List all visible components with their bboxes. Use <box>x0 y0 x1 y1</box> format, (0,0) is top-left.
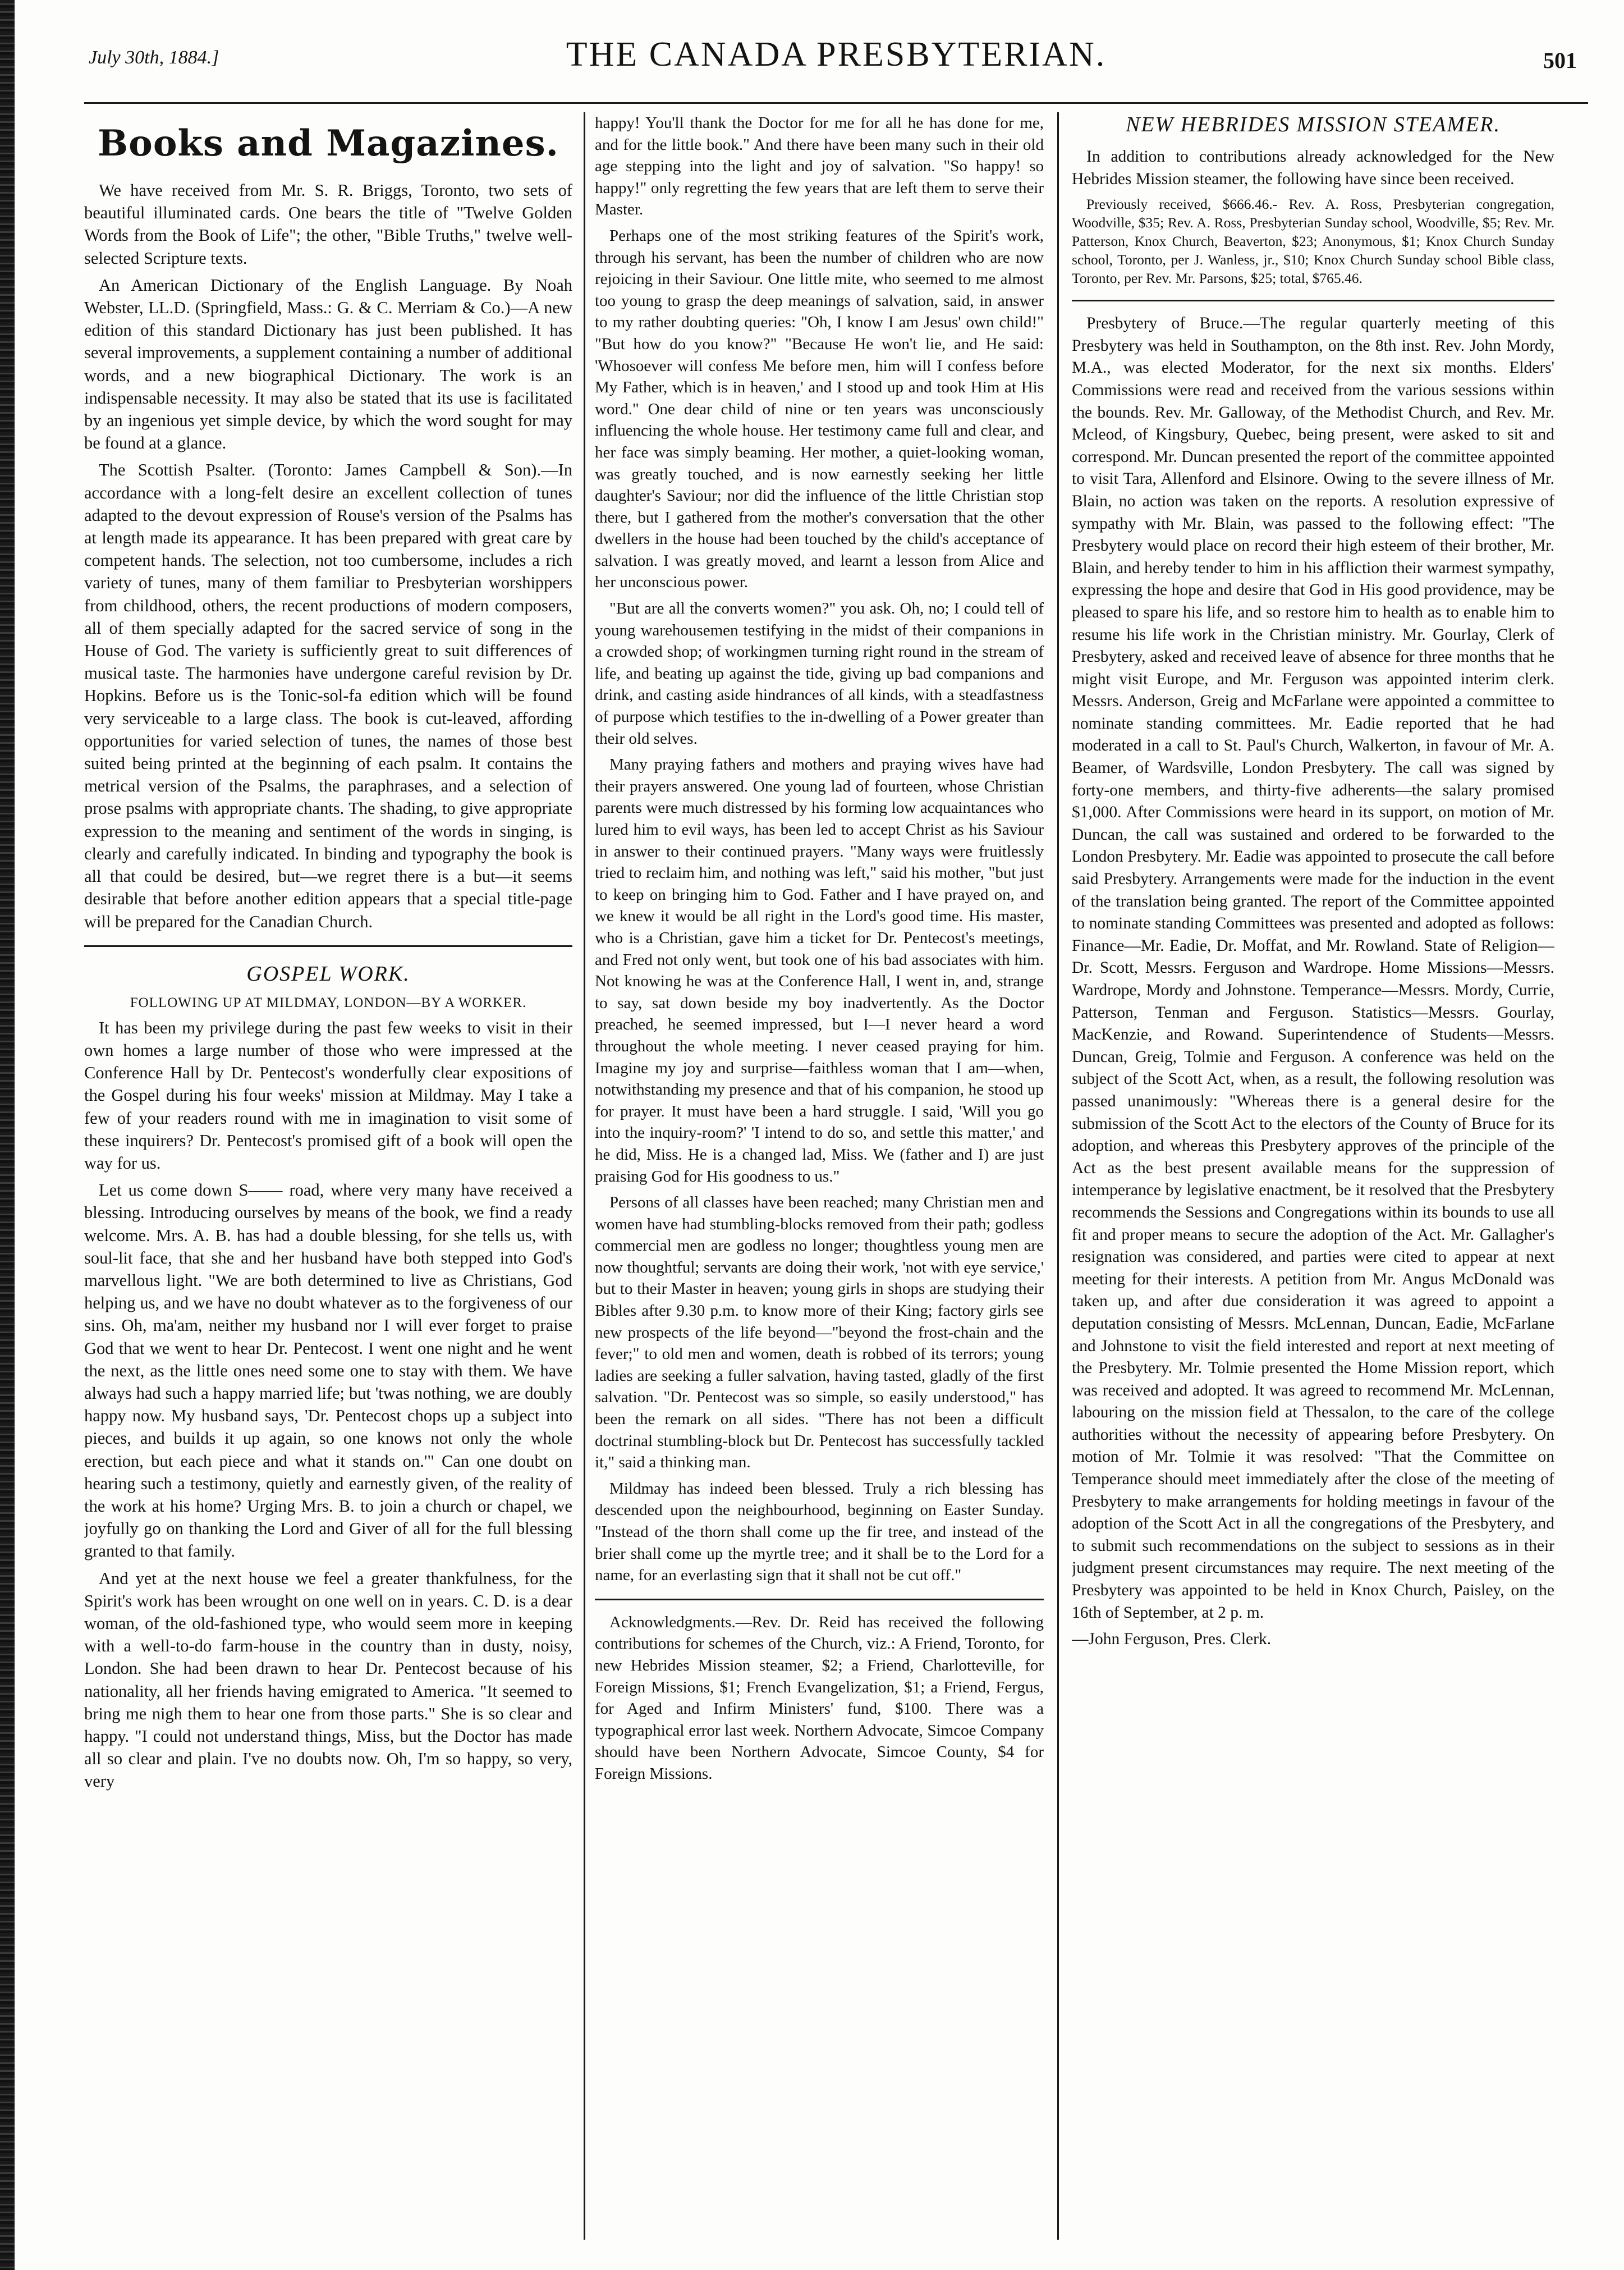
clerk-signature: —John Ferguson, Pres. Clerk. <box>1072 1630 1272 1649</box>
steamer-heading: NEW HEBRIDES MISSION STEAMER. <box>1126 113 1501 136</box>
gospel-paragraph: Let us come down S—— road, where very many have received a blessing. Introducing ourselves by means of the book, we find a ready welcome. Mrs. A. B. has had a double blessing, for she tells us, with soul-lit face, that she and her husband have both stepped into God's marvellous light. "We are both determined to live as Christians, God helping us, and we have no doubt whatever as to the forgiveness of our sins. Oh, ma'am, neither my husband nor I will ever forget to praise God that we went to hear Dr. Pentecost. I went one night and he went the next, as the little ones need some one to stay with them. We have always had such a happy married life; but 'twas nothing, we are doubly happy now. My husband says, 'Dr. Pentecost chops up a subject into pieces, and builds it up again, so one knows not only the whole erection, but each piece and what it stands on.'" Can one doubt on hearing such a testimony, quietly and earnestly given, of the reality of the work at his home? Urging Mrs. B. to join a church or chapel, we joyfully go on thanking the Lord and Giver of all for the full blessing granted to that family. <box>84 1180 572 1561</box>
gospel-paragraph: And yet at the next house we feel a greater thankfulness, for the Spirit's work has been wrought on one well on in years. C. D. is a dear woman, of the old-fashioned type, who would seem more in keeping with a well-to-do farm-house in the country than in dusty, noisy, London. She had been drawn to hear Dr. Pentecost because of his nationality, all her friends having emigrated to America. "It seemed to bring me nigh them to hear one from those parts." She is so clear and happy. "I could not understand things, Miss, but the Doctor has made all so clear and plain. I've no doubts now. Oh, I'm so happy, so very, very <box>84 1568 572 1791</box>
acknowledgments-paragraph: Acknowledgments.—Rev. Dr. Reid has received the following contributions for schemes of the Church, viz.: A Friend, Toronto, for new Hebrides Mission steamer, $2; a Friend, Charlotteville, for Foreign Missions, $1; French Evangelization, $1; a Friend, Fergus, for Aged and Infirm Ministers' fund, $100. There was a typographical error last week. Northern Advocate, Simcoe Company should have been Northern Advocate, Simcoe County, $4 for Foreign Missions. <box>595 1613 1044 1783</box>
column-3 <box>1072 112 1554 2240</box>
column-rule-2 <box>1057 112 1059 2240</box>
gospel-paragraph: "But are all the converts women?" you ask. Oh, no; I could tell of young warehousemen testifying in the midst of their companions in a crowded shop; of workingmen turning right round in the stream of life, and beating up against the tide, giving up bad companions and drink, and casting aside hindrances of all kinds, with a steadfastness of purpose which testifies to the in-dwelling of a Power greater than their old selves. <box>595 599 1044 748</box>
gospel-paragraph: Perhaps one of the most striking features of the Spirit's work, through his servant, has been the number of children who are now rejoicing in their Saviour. One little mite, who seemed to me almost too young to grasp the deep meanings of salvation, said, in answer to my rather doubting queries: "Oh, I know I am Jesus' own child!" "But how do you know?" "Because He won't lie, and He said: 'Whosoever will confess Me before men, him will I confess before My Father, which is in heaven,' and I stood up and took Him at His word." One dear child of nine or ten years was unconsciously influencing the whole house. Her testimony came full and clear, and her face was simply beaming. Her mother, a quiet-looking woman, was greatly touched, and is now earnestly seeking her little daughter's Saviour; nor did the influence of the little Christian stop there, but I gathered from the mother's conversation that the other dwellers in the house had been touched by the child's acceptance of salvation. I was greatly moved, and learnt a lesson from Alice and her unconscious power. <box>595 226 1044 592</box>
page-number: 501 <box>1543 48 1577 73</box>
bruce-presbytery-report: Presbytery of Bruce.—The regular quarterly meeting of this Presbytery was held in Southampton, on the 8th inst. Rev. John Mordy, M.A., was elected Moderator, for the next six months. Elders' Commissions were read and received from the various sessions within the bounds. Rev. Mr. Galloway, of the Methodist Church, and Rev. Mr. Mcleod, of Kingsbury, Quebec, being present, were asked to sit and correspond. Mr. Duncan presented the report of the committee appointed to visit Tara, Allenford and Elsinore. Owing to the severe illness of Mr. Blain, no action was taken on the reports. A resolution expressive of sympathy with Mr. Blain, was passed to the following effect: "The Presbytery would place on record their high esteem of their brother, Mr. Blain, and hereby tender to him in his affliction their warmest sympathy, expressing the hope and desire that God in His good providence, may be pleased to spare his life, and so restore him to health as to enable him to resume his life work in the Christian ministry. Mr. Gourlay, Clerk of Presbytery, asked and received leave of absence for three months that he might visit Europe, and Mr. Ferguson was appointed interim clerk. Messrs. Anderson, Greig and McFarlane were appointed a committee to nominate standing committees. Mr. Eadie reported that he had moderated in a call to St. Paul's Church, Walkerton, in favour of Mr. A. Beamer, of Wardsville, London Presbytery. The call was signed by forty-one members, and thirty-five adherents—the salary promised $1,000. After Commissions were heard in its support, on motion of Mr. Duncan, the call was sustained and ordered to be forwarded to the London Presbytery. Mr. Eadie was appointed to prosecute the call before said Presbytery. Arrangements were made for the induction in the event of the translation being granted. The report of the Committee appointed to nominate standing Committees was presented and adopted as follows: Finance—Mr. Eadie, Dr. Moffat, and Mr. Rowland. State of Religion—Dr. Scott, Messrs. Ferguson and Wardrope. Home Missions—Messrs. Wardrope, Mordy and Johnstone. Temperance—Messrs. Mordy, Currie, Patterson, Tenman and Ferguson. Statistics—Messrs. Gourlay, MacKenzie, and Rowand. Superintendence of Students—Messrs. Duncan, Greig, Tolmie and Ferguson. A conference was held on the subject of the Scott Act, when, as a result, the following resolution was passed unanimously: "Whereas there is a general desire for the submission of the Scott Act to the electors of the County of Bruce for its adoption, and whereas this Presbytery approves of the principle of the Act as the best present available means for the suppression of intemperance by legislative enactment, be it resolved that the Presbytery recommends the Sessions and Congregations within its bounds to use all fit and proper means to secure the adoption of the Act. Mr. Gallagher's resignation was considered, and parties were cited to appear at next meeting for their interests. A petition from Mr. Angus McDonald was taken up, and after due consideration it was agreed to appoint a deputation consisting of Messrs. McLennan, Duncan, Eadie, McFarlane and Johnstone to visit the field interested and report at next meeting of the Presbytery. Mr. Tolmie presented the Home Mission report, which was received and adopted. It was agreed to recommend Mr. McLennan, labouring on the mission field at Thessalon, to the care of the college authorities without the necessity of appearing before Presbytery. On motion of Mr. Tolmie it was resolved: "That the Committee on Temperance should meet immediately after the close of the meeting of Presbytery to make arrangements for holding meetings in favour of the adoption of the Scott Act in all the congregations of the Presbytery, and to submit such recommendations on the subject to sessions as in their judgment present circumstances may require. The next meeting of the Presbytery was appointed to be held in Knox Church, Paisley, on the 16th of September, at 2 p. m. <box>1072 314 1554 1622</box>
binding-edge <box>0 0 15 2270</box>
newspaper-title: THE CANADA PRESBYTERIAN. <box>566 35 1107 74</box>
section-rule <box>1072 300 1554 301</box>
steamer-intro: In addition to contributions already acknowledged for the New Hebrides Mission steamer, the following have since been received. <box>1072 148 1554 188</box>
column-2 <box>595 112 1044 2240</box>
column-rule-1 <box>584 112 585 2240</box>
running-head <box>84 35 1588 97</box>
gospel-paragraph: Persons of all classes have been reached; many Christian men and women have had stumbling-blocks removed from their path; godless commercial men are godless no longer; thoughtless young men are now thoughtful; servants are doing their work, 'not with eye service,' but to their Master in heaven; young girls in shops are studying their Bibles after 9.30 p.m. to know more of their King; factory girls see new prospects of the life beyond—"beyond the frost-chain and the fever;" to old men and women, death is robbed of its terrors; young ladies are seeking a fuller salvation, having tasted, gladly of the first salvation. "Dr. Pentecost was so simple, so easily understood," has been the remark on all sides. "There has not been a difficult doctrinal stumbling-block but Dr. Pentecost has successfully tackled it," said a thinking man. <box>595 1193 1044 1472</box>
column-1 <box>84 112 572 2240</box>
header-rule <box>84 102 1588 104</box>
books-paragraph: We have received from Mr. S. R. Briggs, Toronto, two sets of beautiful illuminated cards. One bears the title of "Twelve Golden Words from the Book of Life"; the other, "Bible Truths," twelve well-selected Scripture texts. <box>84 181 572 268</box>
books-paragraph: An American Dictionary of the English Language. By Noah Webster, LL.D. (Springfield, Mass.: G. & C. Merriam & Co.)—A new edition of this standard Dictionary has just been published. It has several improvements, a supplement containing a number of additional words, and a new biographical Dictionary. The work is an indispensable necessity. It may also be stated that its use is facilitated by an ingenious yet simple device, by which the word sought for may be found at a glance. <box>84 275 572 453</box>
steamer-contributions: Previously received, $666.46.- Rev. A. Ross, Presbyterian congregation, Woodville, $35; Rev. A. Ross, Presbyterian Sunday school, Woodville, $5; Rev. Mr. Patterson, Knox Church, Beaverton, $23; Anonymous, $1; Knox Church Sunday school, Toronto, per J. Wanless, jr., $10; Knox Church Sunday school Bible class, Toronto, per Rev. Mr. Parsons, $25; total, $765.46. <box>1072 196 1554 287</box>
books-magazines-heading: Books and Magazines. <box>98 122 559 164</box>
gospel-paragraph: Mildmay has indeed been blessed. Truly a rich blessing has descended upon the neighbourhood, beginning on Easter Sunday. "Instead of the thorn shall come up the fir tree, and instead of the brier shall come up the myrtle tree; and it shall be to the Lord for a name, for an everlasting sign that it shall not be cut off." <box>595 1479 1044 1585</box>
section-rule <box>595 1599 1044 1600</box>
issue-date: July 30th, 1884.] <box>89 47 219 68</box>
books-paragraph: The Scottish Psalter. (Toronto: James Campbell & Son).—In accordance with a long-felt desire an excellent collection of tunes adapted to the devout expression of Rouse's version of the Psalms has at length made its appearance. It has been prepared with great care by competent hands. The selection, not too cumbersome, includes a rich variety of tunes, many of them familiar to Presbyterian worshippers from childhood, others, the recent productions of modern composers, all of them specially adapted for the sacred service of song in the House of God. The variety is sufficiently great to suit differences of musical taste. The harmonies have undergone careful revision by Dr. Hopkins. Before us is the Tonic-sol-fa edition which will be found very serviceable to a large class. The book is cut-leaved, affording opportunities for varied selection of tunes, the names of those best suited being printed at the beginning of each psalm. It contains the metrical version of the Psalms, the paraphrases, and a selection of prose psalms with appropriate chants. The shading, to give appropriate expression to the meaning and sentiment of the words in singing, is clearly and carefully indicated. In binding and typography the book is all that could be desired, but—we regret there is a but—it seems desirable that before another edition appears that a special title-page will be prepared for the Canadian Church. <box>84 460 572 931</box>
gospel-paragraph: Many praying fathers and mothers and praying wives have had their prayers answered. One young lad of fourteen, whose Christian parents were much distressed by his forming low acquaintances who lured him to evil ways, has been led to accept Christ as his Saviour in answer to their continued prayers. "Many ways were fruitlessly tried to reclaim him, and nothing was left," said his mother, "but just to keep on bringing him to God. Father and I have prayed on, and we knew it would be all right in the Lord's good time. His master, who is a Christian, gave him a ticket for Dr. Pentecost's meetings, and Fred not only went, but took one of his bad associates with him. Not knowing he was at the Conference Hall, I went in, and, strange to say, sat down beside my boy inadvertently. As the Doctor preached, he seemed impressed, but I—I never heard a word throughout the whole meeting. I never ceased praying for him. Imagine my joy and surprise—faithless woman that I am—when, notwithstanding my presence and that of his companion, he stood up for prayer. It must have been a hard struggle. I said, 'Will you go into the inquiry-room?' 'I intend to do so, and settle this matter,' and he did, Miss. He is a changed lad, Miss. We (father and I) are just praising God for His goodness to us." <box>595 756 1044 1186</box>
gospel-paragraph: It has been my privilege during the past few weeks to visit in their own homes a large number of those who were impressed at the Conference Hall by Dr. Pentecost's wonderfully clear expositions of the Gospel during his four weeks' mission at Mildmay. May I take a few of your readers round with me in imagination to visit some of these inquirers? Dr. Pentecost's promised gift of a book will open the way for us. <box>84 1018 572 1173</box>
gospel-work-subheading: FOLLOWING UP AT MILDMAY, LONDON—BY A WORKER. <box>130 995 527 1010</box>
gospel-paragraph: happy! You'll thank the Doctor for me for all he has done for me, and for the little book." And there have been many such in their old age stepping into the light and joy of salvation. "So happy! so happy!" only regretting the few years that are left them to serve their Master. <box>595 114 1044 219</box>
gospel-work-heading: GOSPEL WORK. <box>246 962 410 986</box>
section-rule <box>84 945 572 947</box>
